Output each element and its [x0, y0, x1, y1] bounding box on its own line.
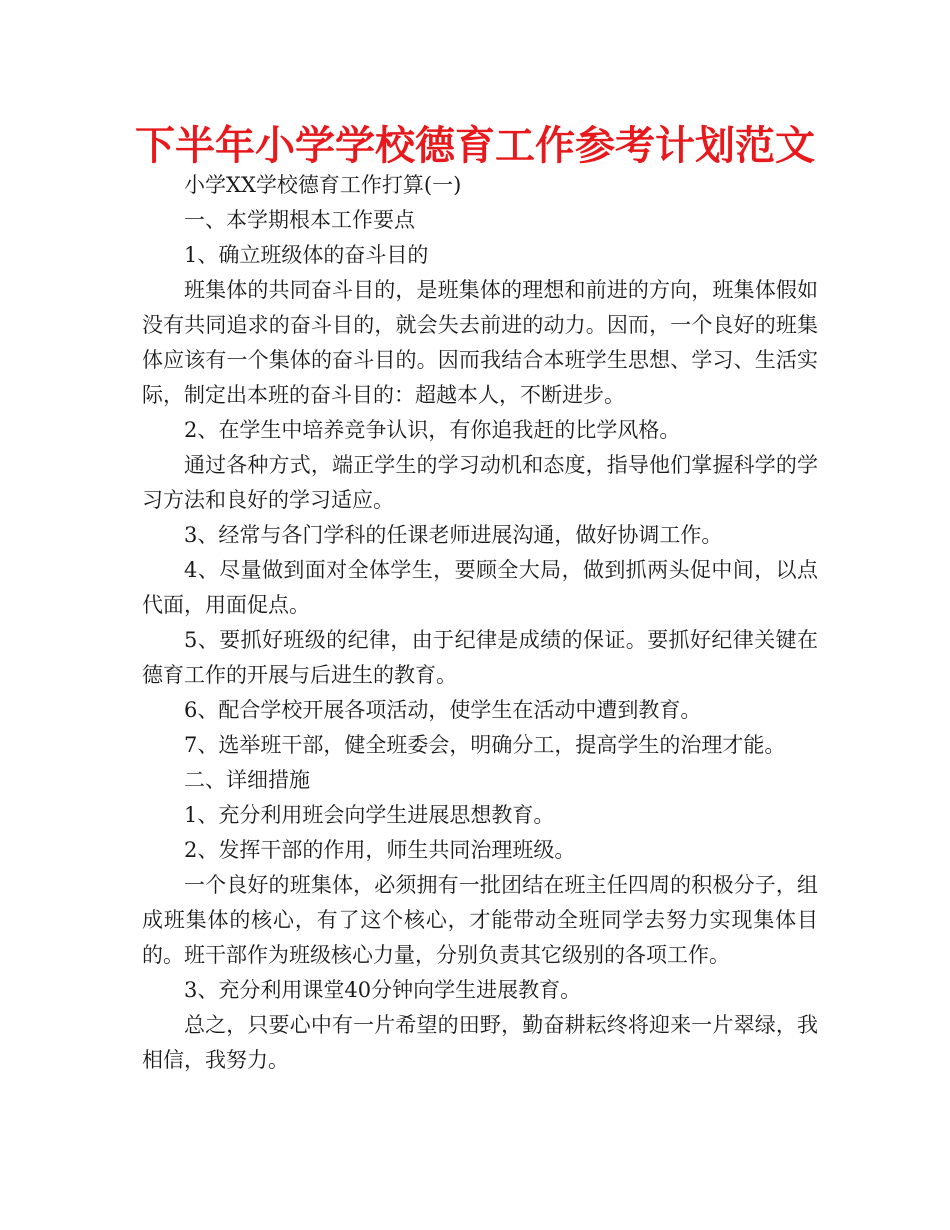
list-item-6: 6、配合学校开展各项活动，使学生在活动中遭到教育。 — [184, 698, 702, 722]
list-item-3: 3、经常与各门学科的任课老师进展沟通，做好协调工作。 — [184, 523, 723, 547]
document-title: 下半年小学学校德育工作参考计划范文 — [135, 123, 815, 169]
list-item-2: 2、在学生中培养竞争认识，有你追我赶的比学风格。 — [184, 418, 681, 442]
body-paragraph: 一个良好的班集体，必须拥有一批团结在班主任四周的积极分子，组成班集体的核心，有了这个核心，才能带动全班同学去努力实现集体目的。班干部作为班级核心力量，分别负责其它级别的各项工作。 — [142, 873, 818, 967]
list-item-7: 7、选举班干部，健全班委会，明确分工，提高学生的治理才能。 — [184, 733, 786, 757]
body-paragraph: 通过各种方式，端正学生的学习动机和态度，指导他们掌握科学的学习方法和良好的学习适应。 — [142, 453, 818, 512]
subtitle-paragraph: 小学XX学校德育工作打算(一) — [184, 173, 462, 197]
measure-item-1: 1、充分利用班会向学生进展思想教育。 — [184, 803, 555, 827]
body-paragraph: 班集体的共同奋斗目的，是班集体的理想和前进的方向，班集体假如没有共同追求的奋斗目的，就会失去前进的动力。因而，一个良好的班集体应该有一个集体的奋斗目的。因而我结合本班学生思想、学习、生活实际，制定出本班的奋斗目的：超越本人，不断进步。 — [142, 278, 818, 407]
section-heading-1: 一、本学期根本工作要点 — [184, 208, 415, 232]
list-item-4: 4、尽量做到面对全体学生，要顾全大局，做到抓两头促中间，以点代面，用面促点。 — [142, 558, 818, 617]
measure-item-3: 3、充分利用课堂40分钟向学生进展教育。 — [184, 978, 582, 1002]
closing-paragraph: 总之，只要心中有一片希望的田野，勤奋耕耘终将迎来一片翠绿，我相信，我努力。 — [142, 1013, 818, 1072]
section-heading-2: 二、详细措施 — [184, 768, 310, 792]
document-body — [142, 168, 818, 1078]
list-item-1: 1、确立班级体的奋斗目的 — [184, 243, 429, 267]
list-item-5: 5、要抓好班级的纪律，由于纪律是成绩的保证。要抓好纪律关键在德育工作的开展与后进生的教育。 — [142, 628, 818, 687]
measure-item-2: 2、发挥干部的作用，师生共同治理班级。 — [184, 838, 576, 862]
